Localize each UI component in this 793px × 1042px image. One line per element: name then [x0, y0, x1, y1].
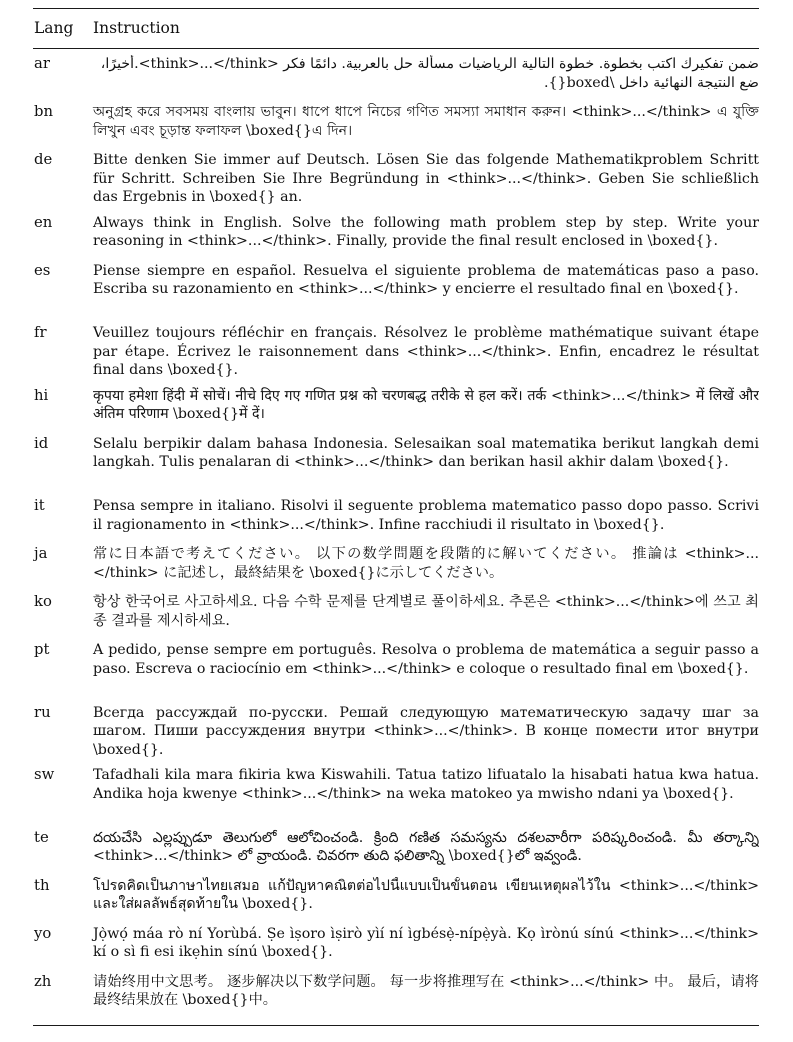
row-instruction: Pensa sempre in italiano. Risolvi il seguente problema matematico passo dopo passo. Scrivi il ragionamento in <think>...</think>. Infine racchiudi il risultato in \boxed{}. [93, 498, 759, 533]
table-header [33, 9, 759, 48]
row-lang: it [34, 497, 45, 514]
row-lang: de [34, 151, 53, 168]
row-instruction: Veuillez toujours réfléchir en français. Résolvez le problème mathématique suivant étape par étape. Écrivez le raisonnement dans <think>...</think>. Enfin, encadrez le résultat final dans \boxed{}. [93, 325, 759, 378]
row-instruction: Always think in English. Solve the following math problem step by step. Write your reasoning in <think>...</think>. Finally, provide the final result enclosed in \boxed{}. [93, 214, 759, 249]
row-lang: ja [34, 545, 48, 562]
row-lang: yo [34, 924, 52, 942]
row-instruction: 请始终用中文思考。 逐步解决以下数学问题。 每一步将推理写在 <think>...</think> 中。 最后，请将最终结果放在 \boxed{}中。 [93, 973, 759, 1008]
table-row [33, 55, 759, 103]
row-instruction: Selalu berpikir dalam bahasa Indonesia. Selesaikan soal matematika berikut langkah demi langkah. Tulis penalaran di <think>...</think> dan berikan hasil akhir dalam \boxed{}. [93, 435, 759, 470]
table-row [33, 545, 759, 593]
bottom-rule [33, 1025, 759, 1026]
table-row [33, 704, 759, 767]
row-lang: ar [34, 55, 50, 72]
instruction-table [33, 8, 759, 1026]
row-instruction: 常に日本語で考えてください。 以下の数学問題を段階的に解いてください。 推論は <think>...</think> に記述し，最終結果を \boxed{}に示してください。 [93, 546, 759, 581]
row-instruction: Piense siempre en español. Resuelva el siguiente problema de matemáticas paso a paso. Escriba su razonamiento en <think>...</think> y encierre el resultado final en \boxed{}. [93, 262, 759, 297]
row-lang: zh [34, 972, 52, 990]
table-row [33, 829, 759, 877]
row-instruction: कृपया हमेशा हिंदी में सोचें। नीचे दिए गए गणित प्रश्न को चरणबद्ध तरीके से हल करें। तर्क <think>...</think> में लिखें और अंतिम परिणाम \boxed{}में दें। [93, 387, 759, 422]
row-lang: sw [34, 766, 55, 783]
table-row [33, 593, 759, 641]
table-body [33, 49, 759, 1025]
row-lang: te [34, 828, 49, 846]
table-row [33, 387, 759, 435]
row-instruction: Tafadhali kila mara fikiria kwa Kiswahili. Tatua tatizo lifuatalo la hisabati hatua kwa hatua. Andika hoja kwenye <think>...</think> na weka matokeo ya mwisho ndani ya \boxed{}. [93, 767, 759, 802]
row-lang: id [34, 434, 49, 452]
table-row [33, 214, 759, 262]
row-lang: th [34, 876, 50, 894]
row-instruction: ضمن تفكيرك اكتب بخطوة. خطوة التالية الرياضيات مسألة حل بالعربية. دائمًا فكر <think>...</think>.أخيرًا، ضع النتيجة النهائية داخل \boxed{}. [100, 56, 759, 91]
table-row [33, 497, 759, 545]
row-instruction: Bitte denken Sie immer auf Deutsch. Lösen Sie das folgende Mathematikproblem Schritt für Schritt. Schreiben Sie Ihre Begründung in <think>...</think>. Geben Sie schließlich das Ergebnis in \boxed{} an. [93, 152, 759, 205]
header-instruction: Instruction [93, 19, 180, 37]
row-instruction: โปรดคิดเป็นภาษาไทยเสมอ แก้ปัญหาคณิตต่อไปนี้แบบเป็นขั้นตอน เขียนเหตุผลไว้ใน <think>...</think> และใส่ผลลัพธ์สุดท้ายใน \boxed{}. [93, 877, 759, 912]
header-lang: Lang [34, 19, 74, 37]
row-instruction: Jọ̀wọ́ máa rò ní Yorùbá. Ṣe ìṣoro ìṣirò yìí ní ìgbésẹ̀-nípẹ̀yà. Kọ ìrònú sínú <think>...</think> kí o sì fi esi ikẹhin sínú \boxed{}. [93, 925, 759, 960]
row-instruction: A pedido, pense sempre em português. Resolva o problema de matemática a seguir passo a paso. Escreva o raciocínio em <think>...</think> e coloque o resultado final em \boxed{}. [93, 642, 759, 677]
row-lang: fr [34, 324, 47, 341]
row-lang: pt [34, 641, 50, 658]
row-instruction: Всегда рассуждай по-русски. Решай следующую математическую задачу шаг за шагом. Пиши рассуждения внутри <think>...</think>. В конце помести итог внутри \boxed{}. [93, 704, 759, 758]
row-lang: es [34, 261, 51, 279]
table-row [33, 641, 759, 704]
row-lang: hi [34, 386, 49, 404]
row-instruction: অনুগ্রহ করে সবসময় বাংলায় ভাবুন। ধাপে ধাপে নিচের গণিত সমস্যা সমাধান করুন। <think>...</think> এ যুক্তি লিখুন এবং চূড়ান্ত ফলাফল \boxed{}এ দিন। [93, 104, 759, 139]
row-lang: ru [34, 703, 51, 721]
row-lang: en [34, 213, 53, 231]
row-instruction: 항상 한국어로 사고하세요. 다음 수학 문제를 단계별로 풀이하세요. 추론은 <think>...</think>에 쓰고 최종 결과를 제시하세요. [93, 594, 759, 629]
row-lang: bn [34, 103, 54, 120]
table-row [33, 151, 759, 214]
table-row [33, 262, 759, 325]
table-row [33, 324, 759, 387]
table-row [33, 877, 759, 925]
table-row [33, 103, 759, 151]
table-row [33, 435, 759, 498]
table-row [33, 925, 759, 973]
row-instruction: దయచేసి ఎల్లప్పుడూ తెలుగులో ఆలోచించండి. క్రింది గణిత సమస్యను దశలవారీగా పరిష్కరించండి. మీ తర్కాన్ని <think>...</think> లో వ్రాయండి. చివరగా తుది ఫలితాన్ని \boxed{}లో ఇవ్వండి. [93, 829, 759, 864]
table-row [33, 766, 759, 829]
table-row [33, 973, 759, 1021]
row-lang: ko [34, 593, 52, 610]
